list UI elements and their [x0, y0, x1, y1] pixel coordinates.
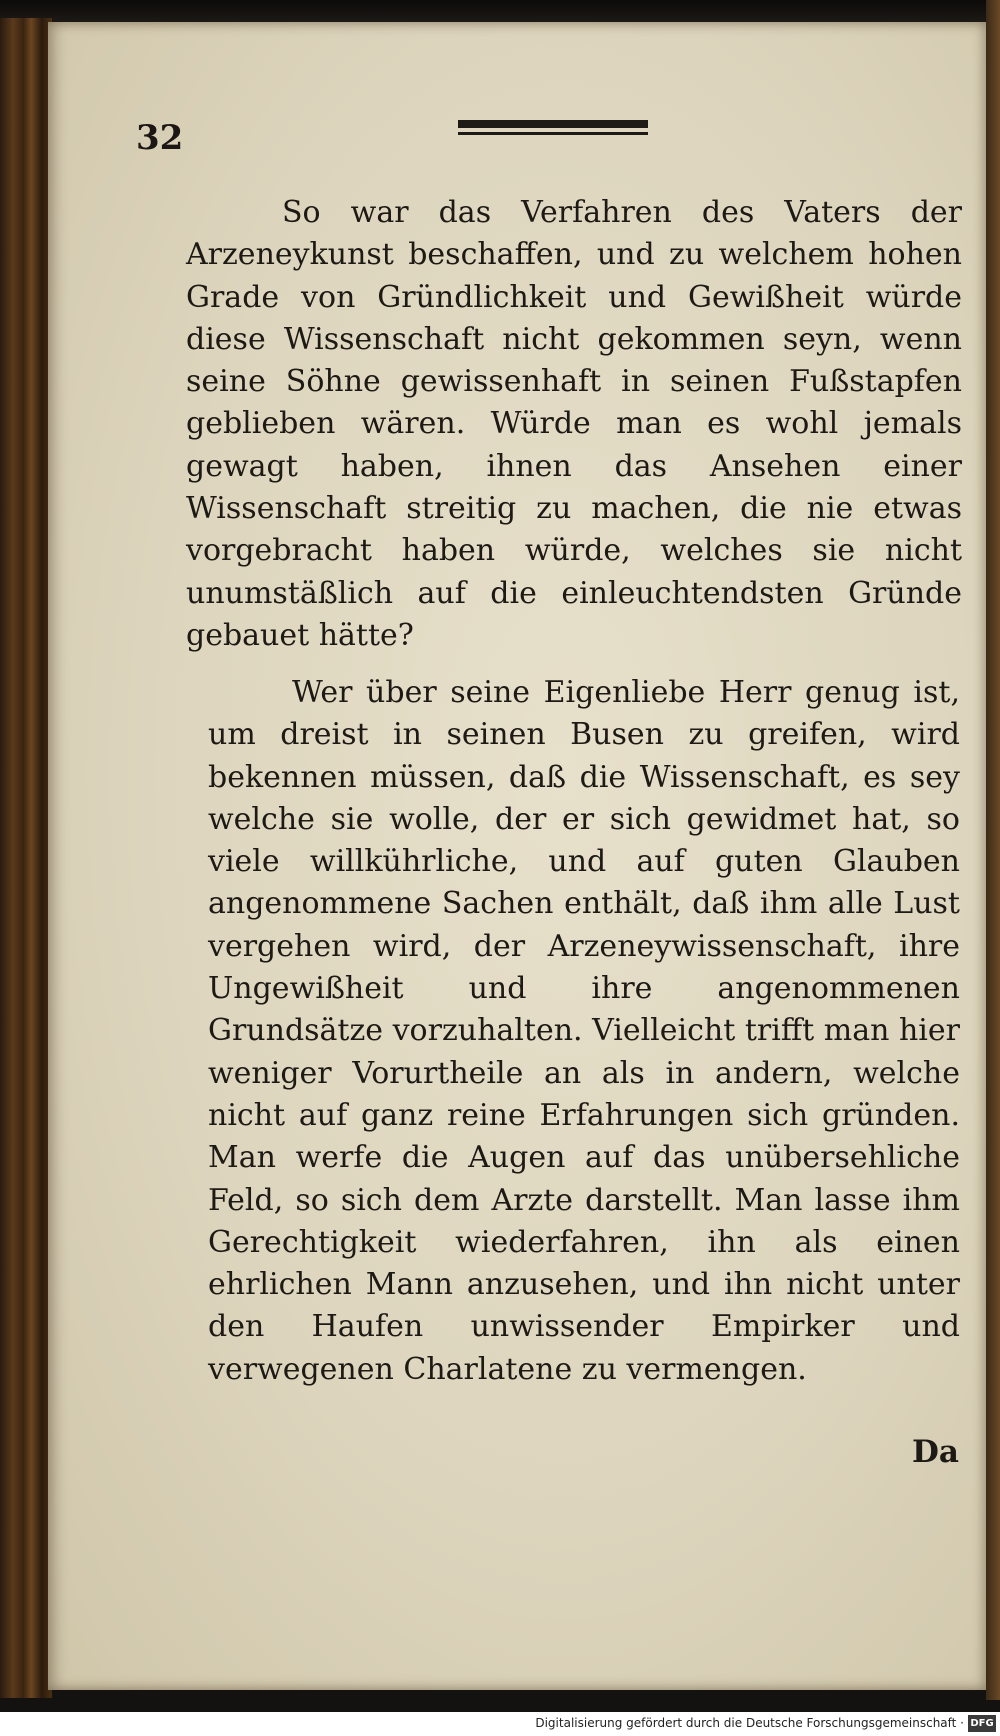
dfg-logo: DFG	[968, 1715, 996, 1732]
header-ornament-rule	[458, 120, 648, 140]
paragraph-1: So war das Verfahren des Vaters der Arzeneykunst beschaffen, und zu welchem hohen Grade von Gründlichkeit und Gewißheit würde diese Wissenschaft nicht gekommen seyn, wenn seine Söhne gewissenhaft in seinen Fußstapfen geblieben wären. Würde man es wohl jemals gewagt haben, ihnen das Ansehen einer Wissenschaft streitig zu machen, die nie etwas vorgebracht haben würde, welches sie nicht unumstäßlich auf die einleuchtendsten Gründe gebauet hätte?	[186, 195, 962, 653]
digitization-footer	[0, 1712, 1000, 1736]
page-number: 32	[136, 118, 184, 158]
catchword: Da	[912, 1434, 959, 1470]
book-right-edge	[986, 0, 1000, 1700]
book-spine-edge	[0, 18, 52, 1698]
header-rule-thin	[458, 132, 648, 135]
header-rule-thick	[458, 120, 648, 128]
scan-top-border	[0, 0, 1000, 22]
footer-credit-text: Digitalisierung gefördert durch die Deutsche Forschungsgemeinschaft ·	[535, 1716, 964, 1730]
paragraph-2: Wer über seine Eigenliebe Herr genug ist, um dreist in seinen Busen zu greifen, wird bekennen müssen, daß die Wissenschaft, es sey welche sie wolle, der er sich gewidmet hat, so viele willkührliche, und auf guten Glauben angenommene Sachen enthält, daß ihm alle Lust vergehen wird, der Arzeneywissenschaft, ihre Ungewißheit und ihre angenommenen Grundsätze vorzuhalten. Vielleicht trifft man hier weniger Vorurtheile an als in andern, welche nicht auf ganz reine Erfahrungen sich gründen. Man werfe die Augen auf das unübersehliche Feld, so sich dem Arzte darstellt. Man lasse ihm Gerechtigkeit wiederfahren, ihn als einen ehrlichen Mann anzusehen, und ihn nicht unter den Haufen unwissender Empirker und verwegenen Charlatene zu vermengen.	[208, 675, 960, 1387]
